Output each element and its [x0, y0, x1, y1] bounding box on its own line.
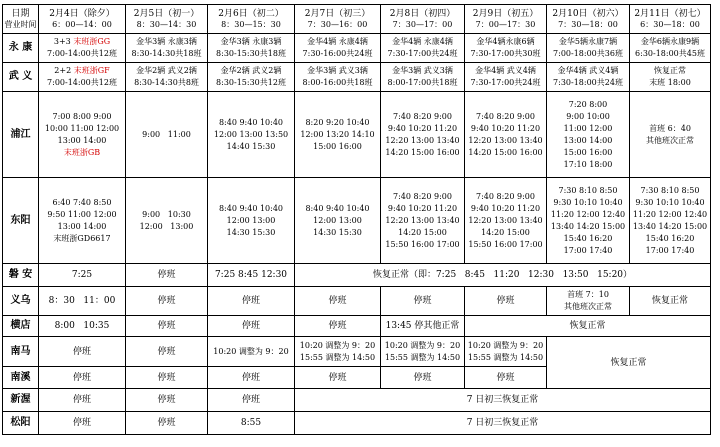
time-line: 15:00 16:00 [563, 147, 613, 157]
time-line: 12:20 13:00 13:40 [385, 215, 460, 225]
time-line: 7:30 8:10 8:50 [558, 185, 618, 195]
schedule-cell: 停班 [465, 287, 547, 316]
schedule-cell: 停班 [39, 367, 126, 389]
bus-allocation: 金华3辆 武义3辆 [307, 66, 368, 75]
time-line: 17:00 17:40 [645, 245, 695, 255]
time-line: 14:30 15:30 [313, 227, 362, 237]
day-header [630, 5, 711, 34]
schedule-cell: 停班 [39, 389, 126, 412]
bus-schedule-table [2, 4, 711, 435]
time-line: 14:20 15:00 16:00 [468, 147, 543, 157]
route-name: 横店 [3, 316, 39, 337]
schedule-summary: 7:00-18:00共36班 [553, 49, 623, 58]
day-date: 2月10日（初六） [552, 8, 624, 19]
schedule-cell [381, 178, 465, 264]
day-date: 2月8日（初四） [389, 8, 456, 19]
adjustment-line: 10:20 调整为 9：20 [299, 340, 376, 350]
time-line: 7:40 8:20 9:00 [476, 111, 535, 121]
day-date: 2月11日（初七） [634, 8, 706, 19]
schedule-cell [39, 178, 126, 264]
last-bus-plate: 末班浙GG [73, 37, 111, 46]
schedule-cell: 停班 [208, 316, 295, 337]
schedule-cell: 停班 [381, 287, 465, 316]
time-line: 12:00 13:00 13:50 [213, 129, 289, 139]
day-hours: 7：30—18：00 [558, 19, 618, 29]
schedule-cell [295, 337, 381, 367]
schedule-cell [547, 92, 630, 178]
schedule-cell: 停班 [126, 389, 208, 412]
time-line: 13:00 14:00 [57, 221, 107, 231]
time-line: 8:40 9:40 10:40 [218, 203, 284, 213]
time-line: 14:20 15:00 [481, 227, 530, 237]
last-bus-plate: 末班浙GB [63, 147, 101, 157]
adjustment-line: 15:55 调整为 14:50 [467, 352, 544, 362]
schedule-summary: 7:30-17:00共24班 [387, 49, 458, 58]
time-line: 9:40 10:20 11:20 [470, 123, 541, 133]
route-name: 磐 安 [3, 264, 39, 287]
time-line: 17:00 17:40 [563, 245, 613, 255]
time-line: 9:30 10:10 10:40 [553, 197, 623, 207]
status-text: 恢复正常 [654, 66, 686, 75]
time-line: 14:30 15:30 [226, 227, 276, 237]
day-date: 2月7日（初三） [304, 8, 371, 19]
time-line: 7:40 8:20 9:00 [393, 111, 452, 121]
time-line: 12:00 13:00 [139, 221, 194, 231]
schedule-cell [295, 34, 381, 63]
time-line: 7:40 8:20 9:00 [476, 191, 535, 201]
schedule-cell [381, 92, 465, 178]
last-bus-plate: 末班浙GF [73, 66, 110, 75]
status-text: 其他班次正常 [564, 302, 612, 311]
date-label: 日期 [11, 8, 30, 19]
time-line: 11:20 12:00 12:40 [550, 209, 626, 219]
route-name: 松阳 [3, 412, 39, 435]
schedule-cell: 7:25 [39, 264, 126, 287]
day-date: 2月9日（初五） [472, 8, 539, 19]
date-header-cell [3, 5, 39, 34]
time-line: 9:40 10:20 11:20 [387, 203, 458, 213]
time-line: 8:40 9:40 10:40 [305, 203, 370, 213]
route-row-yiwu [3, 287, 711, 316]
schedule-cell [39, 63, 126, 92]
last-bus-text: 末班 18:00 [649, 78, 691, 87]
time-line: 14:40 15:30 [226, 141, 276, 151]
status-merged-cell: 恢复正常 [547, 337, 711, 389]
schedule-cell [547, 287, 630, 316]
schedule-cell [547, 63, 630, 92]
route-name: 南马 [3, 337, 39, 367]
day-header [295, 5, 381, 34]
route-row-yongkang [3, 34, 711, 63]
schedule-cell [295, 63, 381, 92]
schedule-cell: 停班 [208, 287, 295, 316]
first-bus-text: 首班 7：10 [567, 290, 609, 299]
schedule-cell [547, 178, 630, 264]
bus-allocation: 金华4辆 永康4辆 [392, 37, 453, 46]
schedule-cell [295, 92, 381, 178]
bus-allocation: 金华4辆永康6辆 [476, 37, 535, 46]
schedule-cell: 停班 [126, 264, 208, 287]
route-name: 东阳 [3, 178, 39, 264]
bus-count: 3+3 [53, 37, 71, 46]
schedule-summary: 8:30-14:30共18班 [131, 49, 202, 58]
day-date: 2月6日（初二） [218, 8, 284, 19]
time-line: 13:40 14:20 15:00 [550, 221, 626, 231]
time-line: 9:00 10:00 [566, 111, 610, 121]
schedule-cell [381, 34, 465, 63]
time-line: 15:40 16:20 [645, 233, 695, 243]
schedule-cell: 停班 [126, 287, 208, 316]
time-line: 8:20 9:20 10:40 [305, 117, 370, 127]
schedule-cell [126, 92, 208, 178]
schedule-cell: 恢复正常 [630, 287, 711, 316]
route-row-hengdian [3, 316, 711, 337]
schedule-cell: 10:20 调整为 9：20 [208, 337, 295, 367]
time-line: 12:20 13:00 13:40 [468, 135, 543, 145]
schedule-cell: 8:00 10:35 [39, 316, 126, 337]
day-date: 2月5日（初一） [133, 8, 200, 19]
bus-allocation: 金华4辆 永康4辆 [307, 37, 368, 46]
bus-allocation: 金华3辆 武义3辆 [392, 66, 453, 75]
schedule-cell: 停班 [381, 367, 465, 389]
route-name: 新渥 [3, 389, 39, 412]
schedule-cell [208, 63, 295, 92]
schedule-cell: 停班 [126, 367, 208, 389]
last-bus-plate: 末班浙GD6617 [53, 233, 111, 243]
schedule-cell: 停班 [39, 412, 126, 435]
schedule-cell [381, 63, 465, 92]
schedule-cell: 停班 [126, 412, 208, 435]
route-row-songyang [3, 412, 711, 435]
time-line: 9:40 10:20 11:20 [387, 123, 458, 133]
route-name: 永 康 [3, 34, 39, 63]
schedule-cell [208, 34, 295, 63]
schedule-summary: 7:30-18:00共24班 [553, 78, 623, 87]
schedule-cell [630, 63, 711, 92]
schedule-cell: 停班 [295, 316, 381, 337]
schedule-summary: 8:00-17:00共18班 [387, 78, 458, 87]
time-line: 14:20 15:00 [398, 227, 447, 237]
schedule-cell [465, 63, 547, 92]
day-header [547, 5, 630, 34]
schedule-summary: 8:30-15:30共12班 [216, 78, 286, 87]
route-row-xinwo [3, 389, 711, 412]
route-row-pujiang [3, 92, 711, 178]
schedule-cell: 停班 [126, 316, 208, 337]
status-text: 其他班次正常 [646, 135, 694, 145]
time-line: 7:30 8:10 8:50 [640, 185, 700, 195]
time-line: 9:00 10:30 [142, 209, 191, 219]
schedule-cell [126, 178, 208, 264]
route-name: 南溪 [3, 367, 39, 389]
route-name: 武 义 [3, 63, 39, 92]
bus-count: 2+2 [54, 66, 72, 75]
day-hours: 7：00—17：30 [475, 19, 536, 29]
time-line: 12:00 13:20 14:10 [300, 129, 375, 139]
hours-label: 营业时间 [4, 19, 37, 29]
status-merged-cell: 7 日初三恢复正常 [295, 389, 711, 412]
time-line: 8:40 9:40 10:40 [218, 117, 284, 127]
bus-allocation: 金华6辆永康9辆 [640, 37, 700, 46]
day-date: 2月4日（除夕） [49, 8, 115, 19]
bus-allocation: 金华3辆 永康3辆 [136, 37, 197, 46]
day-hours: 6：00—14：00 [52, 19, 112, 29]
bus-allocation: 金华4辆 武义4辆 [557, 66, 619, 75]
schedule-cell [465, 337, 547, 367]
adjustment-line: 15:55 调整为 14:50 [384, 352, 461, 362]
schedule-cell [630, 178, 711, 264]
status-merged-cell: 恢复正常 [465, 316, 711, 337]
bus-allocation: 金华4辆 武义4辆 [475, 66, 536, 75]
time-line: 15:50 16:00 17:00 [468, 239, 543, 249]
schedule-cell [381, 337, 465, 367]
time-line: 9:40 10:20 11:20 [470, 203, 541, 213]
day-hours: 7：30—17：00 [392, 19, 453, 29]
day-header [208, 5, 295, 34]
day-header [465, 5, 547, 34]
bus-allocation: 金华2辆 武义2辆 [220, 66, 282, 75]
adjustment-line: 10:20 调整为 9：20 [467, 340, 544, 350]
schedule-cell: 8:55 [208, 412, 295, 435]
schedule-cell [465, 178, 547, 264]
schedule-cell: 13:45 停其他正常 [381, 316, 465, 337]
schedule-cell: 8：30 11：00 [39, 287, 126, 316]
bus-allocation: 金华2辆 武义2辆 [136, 66, 197, 75]
schedule-summary: 7:30-17:00共30班 [470, 49, 541, 58]
time-line: 10:00 11:00 12:00 [44, 123, 120, 133]
schedule-cell: 停班 [208, 389, 295, 412]
time-line: 6:40 7:40 8:50 [52, 197, 112, 207]
time-line: 7:20 8:00 [568, 99, 608, 109]
schedule-cell: 停班 [465, 367, 547, 389]
schedule-summary: 7:30-16:00共24班 [302, 49, 373, 58]
bus-allocation: 金华3辆 永康3辆 [220, 37, 282, 46]
day-hours: 6：30—18：00 [640, 19, 700, 29]
schedule-cell [630, 92, 711, 178]
day-hours: 8：30—14：30 [136, 19, 197, 29]
time-line: 13:00 14:00 [57, 135, 107, 145]
time-line: 13:00 14:00 [563, 135, 613, 145]
schedule-summary: 7:00-14:00共12班 [47, 49, 117, 58]
adjustment-line: 15:55 调整为 14:50 [299, 352, 376, 362]
time-line: 12:20 13:00 13:40 [468, 215, 543, 225]
schedule-cell [295, 178, 381, 264]
time-line: 15:00 16:00 [313, 141, 362, 151]
route-name: 义乌 [3, 287, 39, 316]
time-line: 14:20 15:00 16:00 [385, 147, 460, 157]
day-header [381, 5, 465, 34]
time-line: 12:00 13:00 [226, 215, 276, 225]
time-line: 15:40 16:20 [563, 233, 613, 243]
time-line: 15:50 16:00 17:00 [385, 239, 460, 249]
schedule-cell: 停班 [295, 287, 381, 316]
status-merged-cell: 7 日初三恢复正常 [295, 412, 711, 435]
schedule-summary: 8:30-14:30共8班 [134, 78, 199, 87]
time-line: 12:00 13:00 [313, 215, 362, 225]
schedule-cell: 停班 [295, 367, 381, 389]
schedule-cell [126, 63, 208, 92]
status-merged-cell: 恢复正常（即：7:25 8:45 11:20 12:30 13:50 15:20） [295, 264, 711, 287]
day-header [39, 5, 126, 34]
day-hours: 8：30—15：30 [221, 19, 281, 29]
route-row-panan [3, 264, 711, 287]
schedule-cell: 停班 [126, 337, 208, 367]
schedule-cell [465, 92, 547, 178]
schedule-summary: 6:30-18:00共45班 [635, 49, 705, 58]
schedule-cell [208, 178, 295, 264]
route-row-nanma [3, 337, 711, 367]
schedule-summary: 7:30-17:00共24班 [470, 78, 541, 87]
time-line: 9:00 11:00 [142, 129, 191, 139]
schedule-cell [208, 92, 295, 178]
time-line: 9:50 11:00 12:00 [47, 209, 117, 219]
schedule-summary: 8:00-16:00共18班 [302, 78, 373, 87]
route-row-wuyi [3, 63, 711, 92]
schedule-cell: 停班 [39, 337, 126, 367]
schedule-cell: 停班 [208, 367, 295, 389]
time-line: 13:40 14:20 15:00 [632, 221, 708, 231]
time-line: 7:40 8:20 9:00 [393, 191, 452, 201]
time-line: 9:30 10:10 10:40 [635, 197, 705, 207]
schedule-cell [39, 92, 126, 178]
time-line: 12:20 13:00 13:40 [385, 135, 460, 145]
schedule-cell: 7:25 8:45 12:30 [208, 264, 295, 287]
adjustment-line: 10:20 调整为 9：20 [384, 340, 461, 350]
schedule-cell [465, 34, 547, 63]
route-row-dongyang [3, 178, 711, 264]
schedule-summary: 8:30-15:30共18班 [216, 49, 286, 58]
time-line: 7:00 8:00 9:00 [52, 111, 112, 121]
time-line: 17:10 18:00 [563, 159, 613, 169]
time-line: 11:20 12:00 12:40 [632, 209, 708, 219]
route-name: 浦江 [3, 92, 39, 178]
day-header [126, 5, 208, 34]
bus-allocation: 金华5辆永康7辆 [558, 37, 618, 46]
time-line: 11:00 12:00 [563, 123, 613, 133]
schedule-cell [39, 34, 126, 63]
schedule-cell [126, 34, 208, 63]
schedule-cell [630, 34, 711, 63]
day-hours: 7：30—16：00 [307, 19, 368, 29]
schedule-summary: 7:00-14:00共12班 [47, 78, 117, 87]
schedule-cell [547, 34, 630, 63]
first-bus-text: 首班 6：40 [649, 123, 691, 133]
header-row [3, 5, 711, 34]
